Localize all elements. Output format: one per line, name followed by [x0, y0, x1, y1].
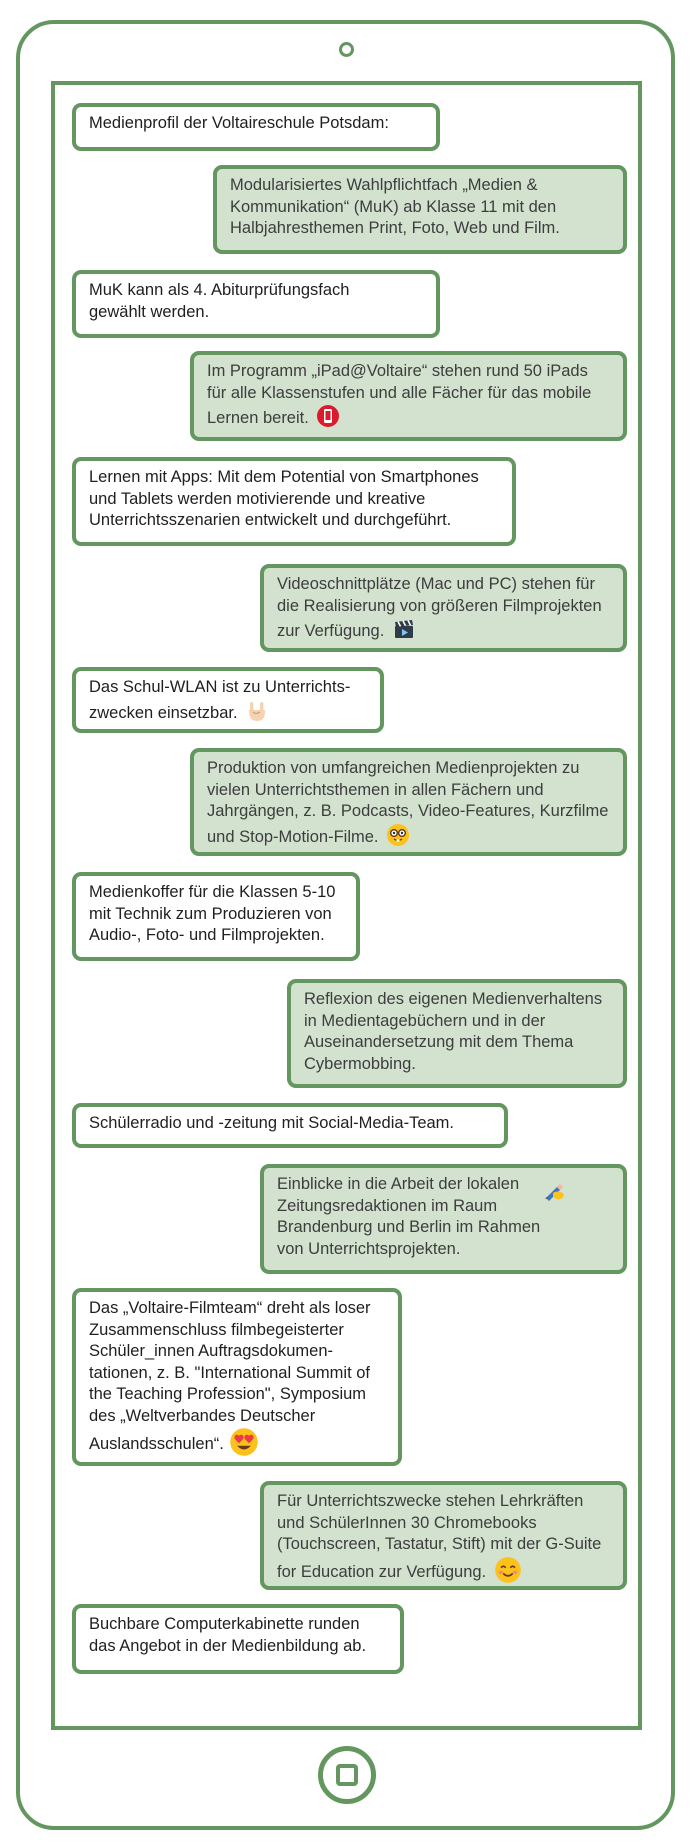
message-bubble	[260, 1481, 627, 1590]
message-text: Lernen mit Apps: Mit dem Potential von Smartphones und Tablets werden motivierende und kreative Unterrichtsszenarien entwickelt und durchgeführt.	[89, 468, 479, 529]
message-text: Videoschnittplätze (Mac und PC) stehen für die Realisierung von größeren Filmprojekten zur Verfügung.	[277, 575, 602, 640]
message-text: Medienkoffer für die Klassen 5-10 mit Technik zum Produzieren von Audio-, Foto- und Filmprojekten.	[89, 883, 336, 944]
rock-on-hand-emoji	[245, 699, 269, 723]
home-button[interactable]	[318, 1746, 376, 1804]
message-text: Einblicke in die Arbeit der lokalen Zeitungsredaktionen im Raum Brandenburg und Berlin im Rahmen von Unterrichtsprojekten.	[277, 1175, 541, 1258]
message-bubble	[72, 457, 516, 546]
message-bubble	[72, 1103, 508, 1148]
message-text: Reflexion des eigenen Medienverhaltens in Medientagebüchern und in der Auseinandersetzung mit dem Thema Cybermobbing.	[304, 990, 603, 1073]
writing-hand-emoji	[543, 1178, 567, 1202]
message-text: Modularisiertes Wahlpflichtfach „Medien & Kommunikation“ (MuK) ab Klasse 11 mit den Halbjahresthemen Print, Foto, Web und Film.	[230, 176, 560, 237]
message-bubble	[260, 564, 627, 652]
message-bubble	[72, 103, 440, 151]
message-text: Für Unterrichtszwecke stehen Lehrkräften und SchülerInnen 30 Chromebooks (Touchscreen, Tastatur, Stift) mit der G-Suite for Education zur Verfügung.	[277, 1492, 602, 1581]
message-text: Das Schul-WLAN ist zu Unterrichts-zwecken einsetzbar.	[89, 678, 351, 722]
nerd-face-emoji	[386, 823, 410, 847]
message-bubble	[72, 1288, 402, 1466]
message-text: Schülerradio und -zeitung mit Social-Media-Team.	[89, 1114, 454, 1132]
smiling-face-emoji	[494, 1556, 522, 1584]
message-bubble	[72, 1604, 404, 1674]
message-text: Buchbare Computerkabinette runden das Angebot in der Medienbildung ab.	[89, 1615, 367, 1655]
message-bubble	[72, 667, 384, 733]
home-square-icon	[336, 1764, 358, 1786]
mobile-phone-emoji	[316, 404, 340, 428]
message-text: Das „Voltaire-Filmteam“ dreht als loser Zusammenschluss filmbegeisterter Schüler_innen Auftragsdokumen-tationen, z. B. "International Summit of the Teaching Profession", Symposium des „Weltverbandes Deutscher Auslandsschulen“.	[89, 1299, 371, 1453]
message-bubble	[213, 165, 627, 254]
clapper-board-emoji	[392, 617, 416, 641]
message-bubble	[260, 1164, 627, 1274]
message-text: Im Programm „iPad@Voltaire“ stehen rund 50 iPads für alle Klassenstufen und alle Fächer für das mobile Lernen bereit.	[207, 362, 592, 427]
message-bubble	[190, 748, 627, 856]
message-text: Medienprofil der Voltaireschule Potsdam:	[89, 114, 389, 132]
message-bubble	[72, 270, 440, 338]
message-bubble	[287, 979, 627, 1088]
camera-icon	[339, 42, 354, 57]
message-bubble	[72, 872, 360, 961]
heart-eyes-emoji	[229, 1427, 259, 1457]
message-text: Produktion von umfangreichen Medienprojekten zu vielen Unterrichtsthemen in allen Fächern und Jahrgängen, z. B. Podcasts, Video-Features, Kurzfilme und Stop-Motion-Filme.	[207, 759, 609, 846]
message-bubble	[190, 351, 627, 441]
message-text: MuK kann als 4. Abiturprüfungsfach gewählt werden.	[89, 281, 350, 321]
